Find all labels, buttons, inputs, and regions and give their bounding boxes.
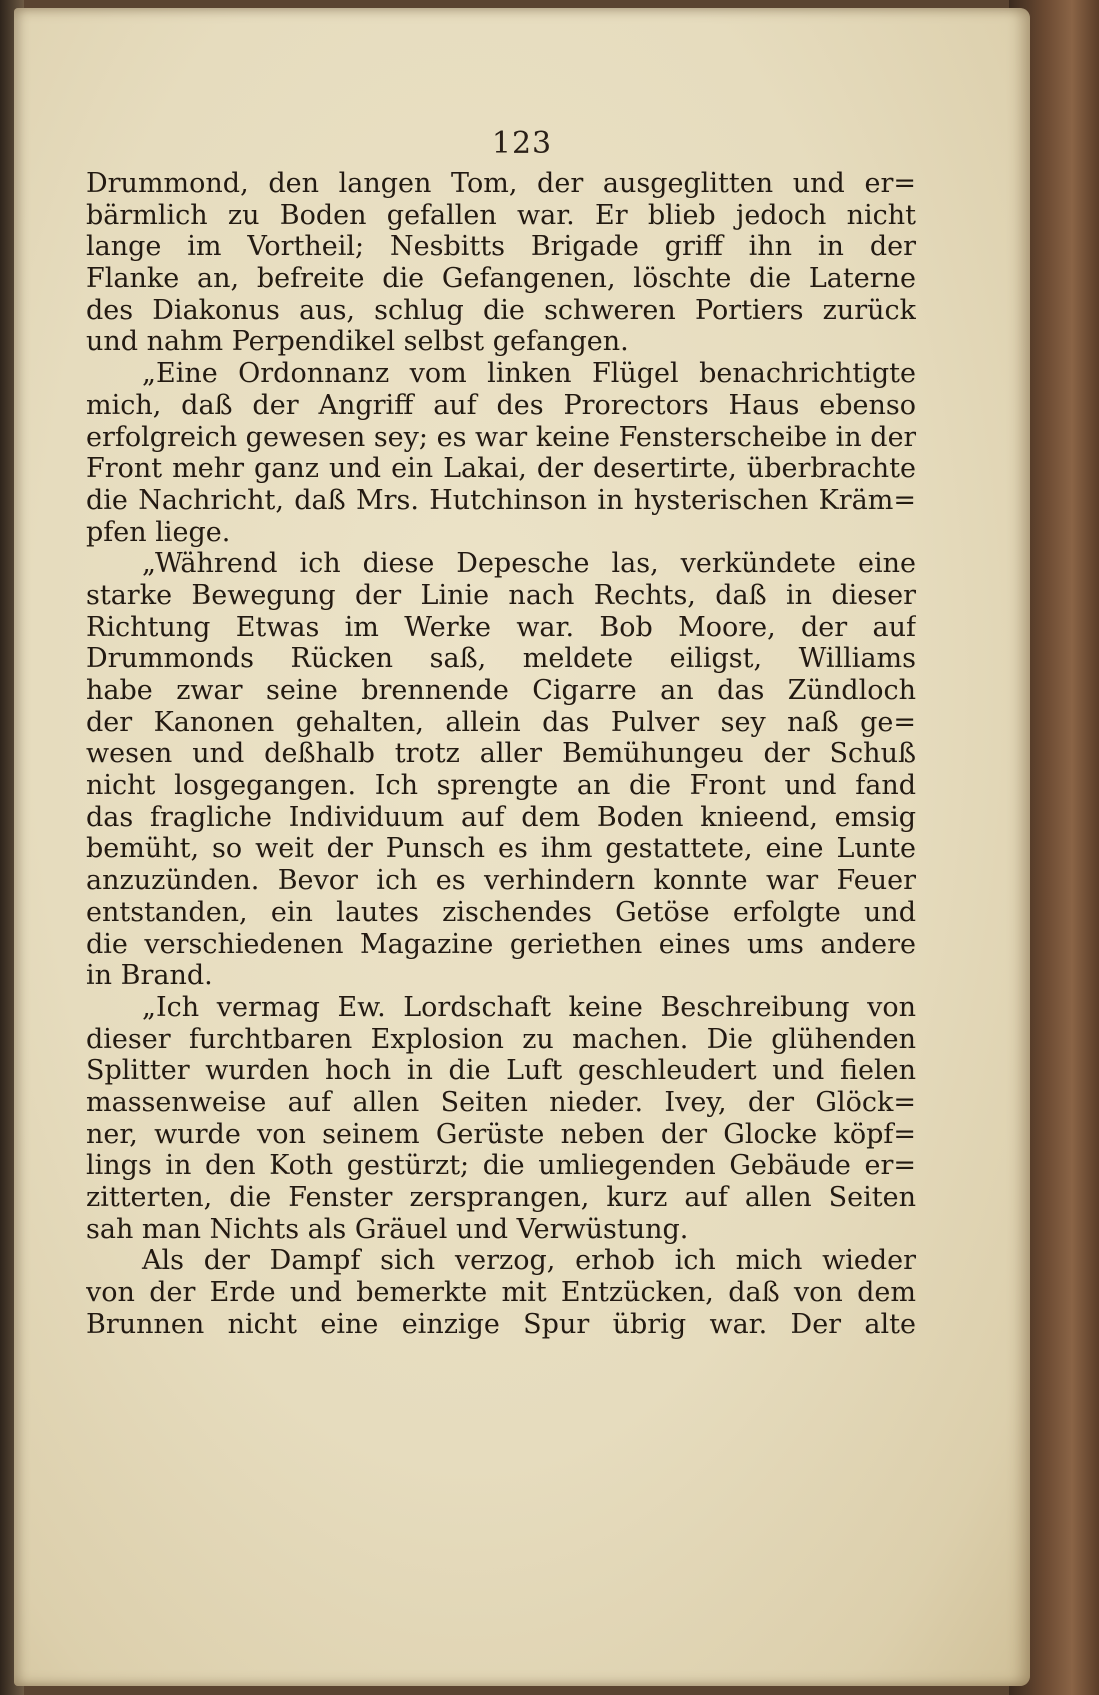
page-number: 123 (491, 126, 553, 161)
text-line: habe zwar seine brennende Cigarre an das Zündloch (86, 675, 916, 706)
text-line: „Eine Ordonnanz vom linken Flügel benachrichtigte (142, 358, 916, 390)
text-line: von der Erde und bemerkte mit Entzücken, daß von dem (86, 1277, 916, 1309)
text-line: Splitter wurden hoch in die Luft geschleudert und fielen (86, 1055, 916, 1087)
text-line: wesen und deßhalb trotz aller Bemühungeu der Schuß (86, 738, 916, 770)
text-line: Drummonds Rücken saß, meldete eiligst, Williams (86, 643, 916, 675)
text-line: zitterten, die Fenster zersprangen, kurz auf allen Seiten (86, 1182, 916, 1213)
text-line: dieser furchtbaren Explosion zu machen. Die glühenden (86, 1023, 916, 1055)
text-line: Als der Dampf sich verzog, erhob ich mich wieder (142, 1245, 916, 1277)
page-text (86, 168, 916, 1340)
text-line: mich, daß der Angriff auf des Prorectors Haus ebenso (86, 389, 916, 421)
text-line: ner, wurde von seinem Gerüste neben der Glocke köpf= (86, 1118, 916, 1150)
text-line: sah man Nichts als Gräuel und Verwüstung. (86, 1213, 689, 1245)
text-line: pfen liege. (86, 516, 231, 548)
text-line: lange im Vortheil; Nesbitts Brigade griff ihn in der (86, 231, 916, 263)
text-line: der Kanonen gehalten, allein das Pulver sey naß ge= (86, 706, 916, 738)
text-line: erfolgreich gewesen sey; es war keine Fensterscheibe in der (86, 421, 916, 453)
text-line: die Nachricht, daß Mrs. Hutchinson in hysterischen Kräm= (86, 484, 916, 516)
text-line: bemüht, so weit der Punsch es ihm gestattete, eine Lunte (86, 833, 916, 865)
text-line: des Diakonus aus, schlug die schweren Portiers zurück (86, 294, 916, 326)
text-line: nicht losgegangen. Ich sprengte an die Front und fand (86, 770, 916, 802)
text-line: Flanke an, befreite die Gefangenen, löschte die Laterne (86, 263, 916, 295)
text-line: Brunnen nicht eine einzige Spur übrig war. Der alte (86, 1308, 916, 1340)
text-line: anzuzünden. Bevor ich es verhindern konnte war Feuer (86, 865, 916, 897)
book-page (14, 8, 1030, 1686)
text-line: „Während ich diese Depesche las, verkündete eine (142, 548, 916, 580)
text-line: Front mehr ganz und ein Lakai, der desertirte, überbrachte (86, 453, 916, 485)
text-line: das fragliche Individuum auf dem Boden knieend, emsig (86, 801, 916, 833)
text-line: und nahm Perpendikel selbst gefangen. (86, 326, 629, 358)
text-line: Drummond, den langen Tom, der ausgeglitten und er= (86, 168, 916, 199)
text-line: lings in den Koth gestürzt; die umliegenden Gebäude er= (86, 1150, 916, 1182)
text-line: die verschiedenen Magazine geriethen eines ums andere (86, 928, 916, 960)
text-line: „Ich vermag Ew. Lordschaft keine Beschreibung von (142, 991, 916, 1023)
text-line: bärmlich zu Boden gefallen war. Er blieb jedoch nicht (86, 199, 916, 231)
text-line: Richtung Etwas im Werke war. Bob Moore, der auf (86, 611, 916, 643)
text-line: entstanden, ein lautes zischendes Getöse erfolgte und (86, 896, 916, 928)
text-line: starke Bewegung der Linie nach Rechts, daß in dieser (86, 579, 916, 611)
text-line: in Brand. (86, 960, 213, 992)
text-line: massenweise auf allen Seiten nieder. Ivey, der Glöck= (86, 1086, 916, 1118)
